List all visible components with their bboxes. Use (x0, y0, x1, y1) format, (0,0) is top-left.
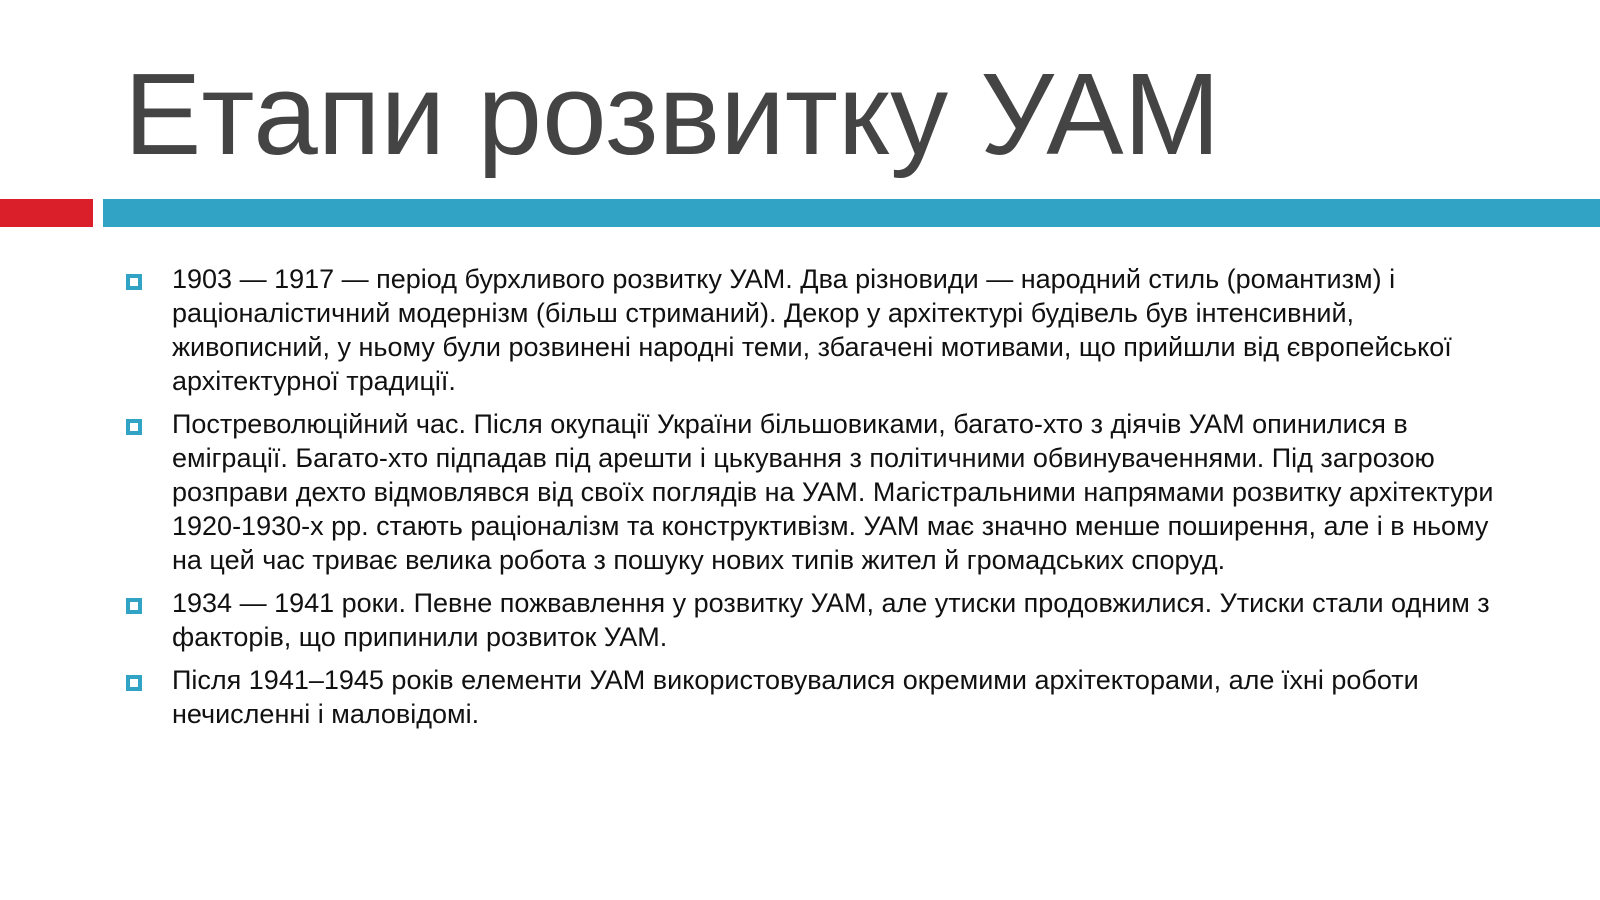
bullet-item (122, 262, 1512, 398)
bullet-text: Після 1941–1945 років елементи УАМ використовувалися окремими архітекторами, але їхні роботи нечисленні і маловідомі. (172, 665, 1419, 729)
slide-title: Етапи розвитку УАМ (124, 49, 1221, 179)
title-accent-bar-blue (103, 199, 1600, 227)
bullet-item (122, 586, 1512, 654)
title-accent-bar-red (0, 199, 93, 227)
square-bullet-icon (126, 675, 142, 691)
square-bullet-icon (126, 419, 142, 435)
bullet-text: 1903 — 1917 — період бурхливого розвитку УАМ. Два різновиди — народний стиль (романтизм) і раціоналістичний модернізм (більш стриманий). Декор у архітектурі будівель був інтенсивний, живописний, у ньому були розвинені народні теми, збагачені мотивами, що прийшли від європейської архітектурної традиції. (172, 264, 1452, 396)
square-bullet-icon (126, 274, 142, 290)
bullet-list (122, 262, 1512, 740)
bullet-item (122, 663, 1512, 731)
bullet-item (122, 407, 1512, 577)
bullet-text: 1934 — 1941 роки. Певне пожвавлення у розвитку УАМ, але утиски продовжилися. Утиски стали одним з факторів, що припинили розвиток УАМ. (172, 588, 1490, 652)
square-bullet-icon (126, 598, 142, 614)
bullet-text: Постреволюційний час. Після окупації України більшовиками, багато-хто з діячів УАМ опинилися в еміграції. Багато-хто підпадав під арешти і цькування з політичними обвинуваченнями. Під загрозою розправи дехто відмовлявся від своїх поглядів на УАМ. Магістральними напрямами розвитку архітектури 1920-1930-х рр. стають раціоналізм та конструктивізм. УАМ має значно менше поширення, але і в ньому на цей час триває велика робота з пошуку нових типів жител й громадських споруд. (172, 409, 1494, 575)
